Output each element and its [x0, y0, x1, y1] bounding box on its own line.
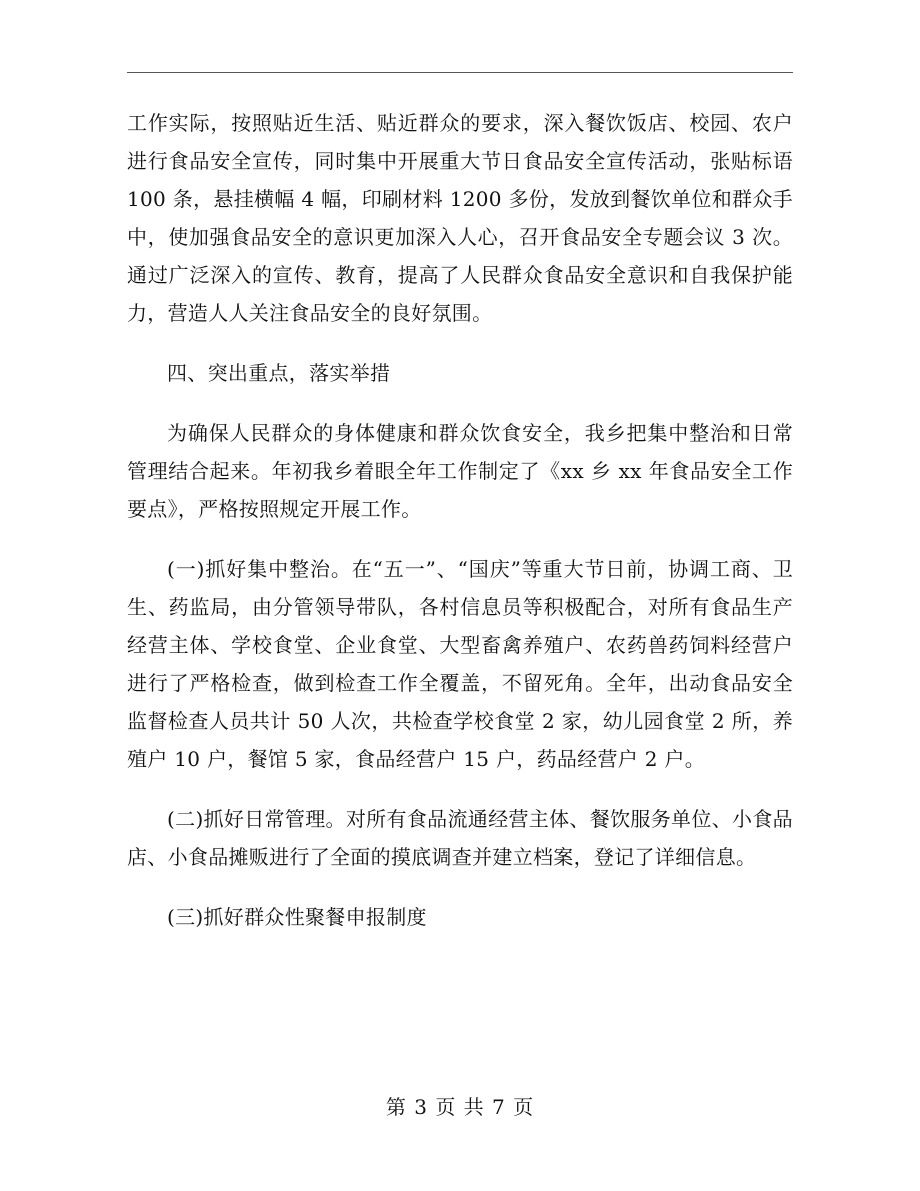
paragraph-item-1: (一)抓好集中整治。在“五一”、“国庆”等重大节日前，协调工商、卫生、药监局，由分管领导带队，各村信息员等积极配合，对所有食品生产经营主体、学校食堂、企业食堂、大型畜禽养殖户、农药兽药饲料经营户进行了严格检查，做到检查工作全覆盖，不留死角。全年，出动食品安全监督检查人员共计 50 人次，共检查学校食堂 2 家，幼儿园食堂 2 所，养殖户 10 户，餐馆 5 家，食品经营户 15 户，药品经营户 2 户。: [127, 557, 793, 771]
paragraph-item-3: (三)抓好群众性聚餐申报制度: [167, 905, 427, 929]
page-number: 第 3 页 共 7 页: [385, 1095, 535, 1119]
document-body: [127, 104, 793, 958]
header-rule: [127, 72, 793, 73]
paragraph-item-2: (二)抓好日常管理。对所有食品流通经营主体、餐饮服务单位、小食品店、小食品摊贩进行了全面的摸底调查并建立档案，登记了详细信息。: [127, 807, 793, 869]
section-heading: 四、突出重点，落实举措: [167, 361, 391, 385]
paragraph-continuation: 工作实际，按照贴近生活、贴近群众的要求，深入餐饮饭店、校园、农户进行食品安全宣传，同时集中开展重大节日食品安全宣传活动，张贴标语 100 条，悬挂横幅 4 幅，印刷材料 1200 多份，发放到餐饮单位和群众手中，使加强食品安全的意识更加深入人心，召开食品安全专题会议 3 次。通过广泛深入的宣传、教育，提高了人民群众食品安全意识和自我保护能力，营造人人关注食品安全的良好氛围。: [127, 111, 793, 325]
paragraph-intro: 为确保人民群众的身体健康和群众饮食安全，我乡把集中整治和日常管理结合起来。年初我乡着眼全年工作制定了《xx 乡 xx 年食品安全工作要点》，严格按照规定开展工作。: [127, 421, 793, 521]
